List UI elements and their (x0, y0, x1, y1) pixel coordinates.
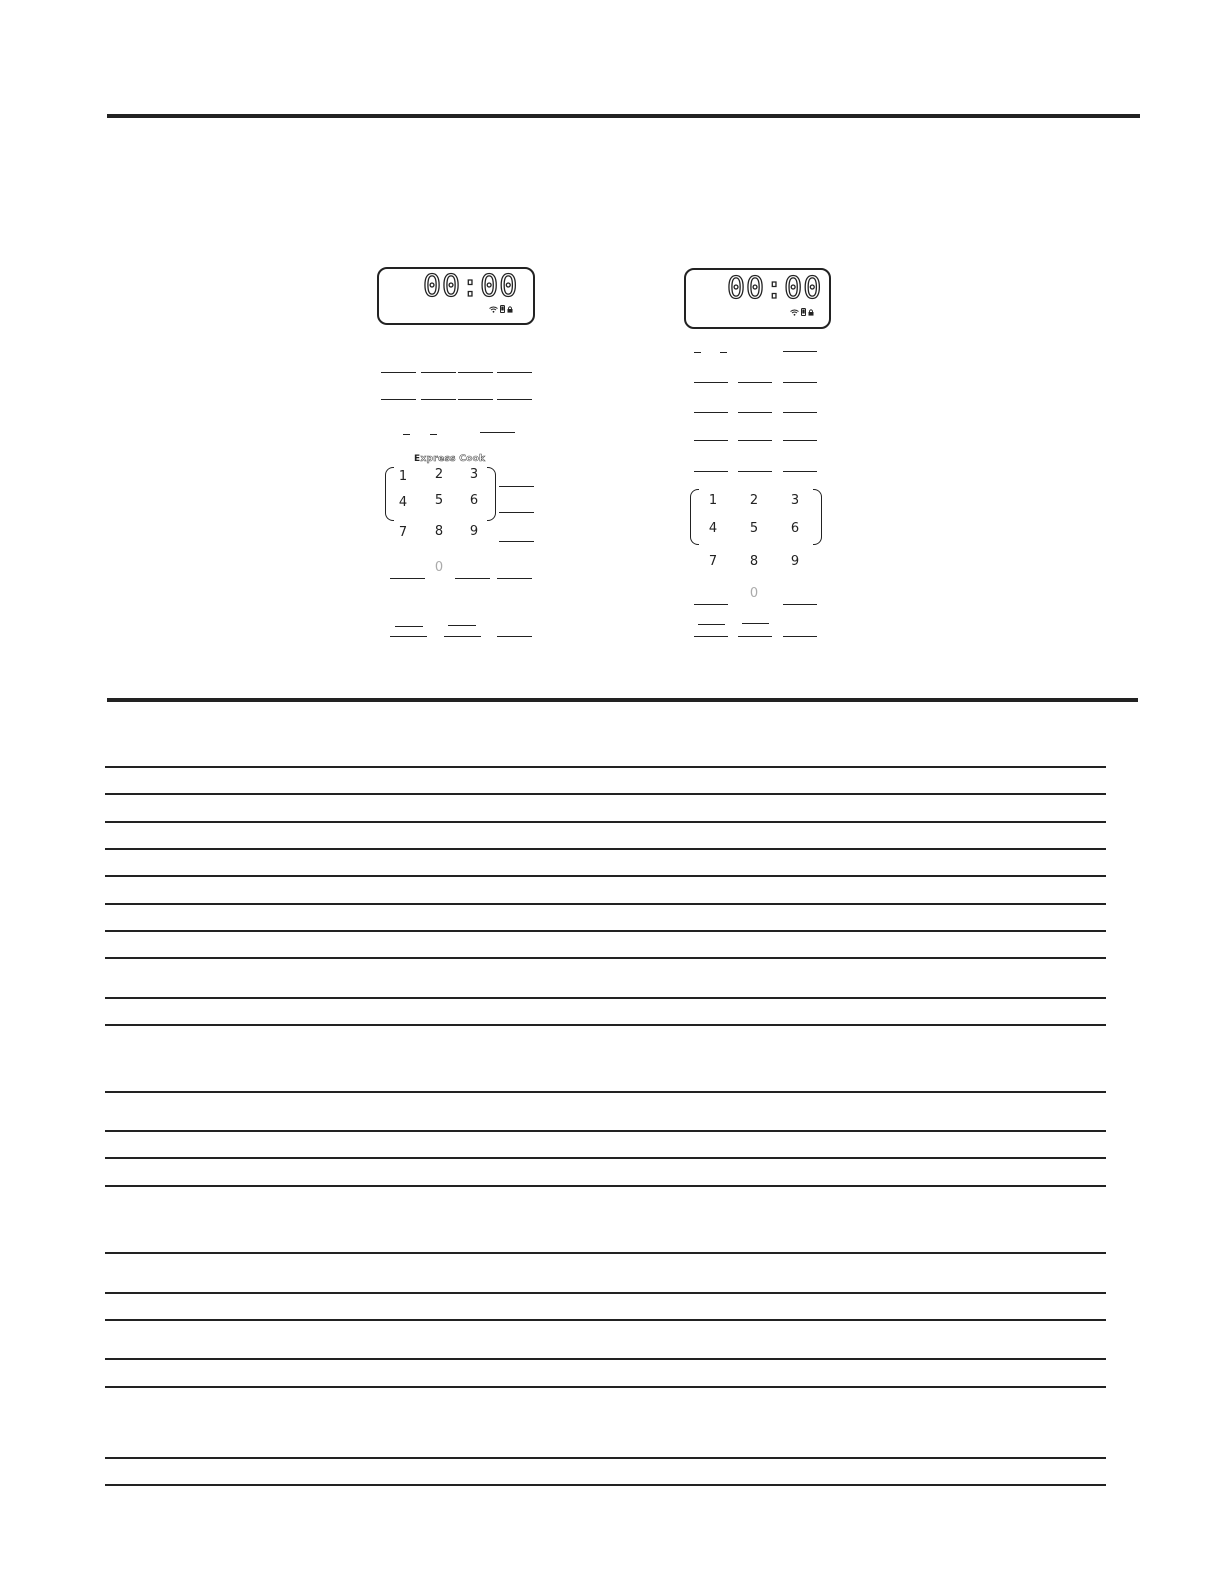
table-row-divider (105, 793, 1106, 795)
key-label-blank[interactable] (698, 624, 725, 625)
table-row-divider (105, 903, 1106, 905)
key-label-blank-short[interactable] (430, 434, 437, 435)
status-icons-left (489, 305, 513, 313)
table-row-divider (105, 1292, 1106, 1294)
key-label-blank[interactable] (421, 399, 456, 400)
number-key-3[interactable]: 3 (469, 467, 479, 482)
status-icons-right (790, 308, 814, 316)
number-key-7[interactable]: 7 (398, 525, 408, 540)
table-row-divider (105, 957, 1106, 959)
key-label-blank[interactable] (738, 440, 772, 441)
key-label-blank[interactable] (499, 512, 534, 513)
key-label-blank[interactable] (694, 471, 728, 472)
key-label-blank[interactable] (738, 636, 772, 637)
key-label-blank[interactable] (499, 541, 534, 542)
key-label-blank[interactable] (497, 399, 532, 400)
key-label-blank[interactable] (738, 471, 772, 472)
number-key-2[interactable]: 2 (749, 493, 759, 508)
table-row-divider (105, 1157, 1106, 1159)
number-key-8[interactable]: 8 (434, 524, 444, 539)
display-window-left (377, 267, 535, 325)
key-label-blank[interactable] (499, 486, 534, 487)
number-key-3[interactable]: 3 (790, 493, 800, 508)
table-row-divider (105, 1484, 1106, 1486)
display-window-right (684, 268, 831, 329)
key-label-blank-short[interactable] (403, 434, 410, 435)
key-label-blank[interactable] (448, 625, 476, 626)
key-label-blank[interactable] (390, 578, 425, 579)
number-key-6[interactable]: 6 (790, 521, 800, 536)
key-label-blank[interactable] (480, 432, 515, 433)
number-key-8[interactable]: 8 (749, 554, 759, 569)
key-label-blank[interactable] (738, 412, 772, 413)
table-row-divider (105, 1185, 1106, 1187)
key-label-blank[interactable] (390, 636, 427, 637)
key-label-blank[interactable] (458, 372, 493, 373)
key-label-blank[interactable] (783, 440, 817, 441)
table-row-divider (105, 1457, 1106, 1459)
number-key-4[interactable]: 4 (708, 521, 718, 536)
table-row-divider (105, 1358, 1106, 1360)
table-row-divider (105, 1319, 1106, 1321)
key-label-blank-short[interactable] (720, 352, 727, 353)
key-label-blank[interactable] (395, 626, 423, 627)
key-label-blank[interactable] (783, 471, 817, 472)
key-label-blank[interactable] (694, 382, 728, 383)
table-row-divider (105, 875, 1106, 877)
table-row-divider (105, 1130, 1106, 1132)
number-key-9[interactable]: 9 (469, 524, 479, 539)
number-key-1[interactable]: 1 (398, 469, 408, 484)
keypad-bracket-left (690, 489, 699, 545)
number-key-5[interactable]: 5 (434, 493, 444, 508)
clock-readout-left: 00:00 (423, 269, 519, 304)
phone-icon (500, 305, 505, 313)
key-label-blank[interactable] (783, 412, 817, 413)
number-key-0[interactable]: 0 (749, 586, 759, 601)
table-row-divider (105, 848, 1106, 850)
table-row-divider (105, 821, 1106, 823)
wifi-icon (790, 309, 799, 316)
table-row-divider (105, 1091, 1106, 1093)
key-label-blank[interactable] (381, 372, 416, 373)
key-label-blank[interactable] (497, 636, 532, 637)
number-key-7[interactable]: 7 (708, 554, 718, 569)
lock-icon (808, 309, 814, 316)
key-label-blank[interactable] (694, 604, 728, 605)
number-key-0[interactable]: 0 (434, 560, 444, 575)
section-divider-rule (107, 698, 1138, 702)
table-row-divider (105, 930, 1106, 932)
table-row-divider (105, 997, 1106, 999)
table-row-divider (105, 766, 1106, 768)
key-label-blank[interactable] (738, 382, 772, 383)
key-label-blank[interactable] (694, 636, 728, 637)
key-label-blank[interactable] (783, 636, 817, 637)
key-label-blank[interactable] (783, 351, 817, 352)
phone-icon (801, 308, 806, 316)
key-label-blank[interactable] (742, 623, 769, 624)
express-cook-label: Express Cook (414, 454, 486, 464)
key-label-blank[interactable] (783, 382, 817, 383)
key-label-blank[interactable] (421, 372, 456, 373)
number-key-2[interactable]: 2 (434, 467, 444, 482)
number-key-9[interactable]: 9 (790, 554, 800, 569)
key-label-blank[interactable] (455, 578, 490, 579)
key-label-blank[interactable] (458, 399, 493, 400)
key-label-blank[interactable] (444, 636, 481, 637)
clock-readout-right: 00:00 (727, 271, 823, 306)
key-label-blank[interactable] (497, 578, 532, 579)
number-key-5[interactable]: 5 (749, 521, 759, 536)
lock-icon (507, 306, 513, 313)
number-key-1[interactable]: 1 (708, 493, 718, 508)
keypad-bracket-right (813, 489, 822, 545)
table-row-divider (105, 1024, 1106, 1026)
wifi-icon (489, 306, 498, 313)
key-label-blank-short[interactable] (694, 352, 701, 353)
key-label-blank[interactable] (694, 440, 728, 441)
number-key-6[interactable]: 6 (469, 493, 479, 508)
express-cook-bracket-right (487, 467, 496, 521)
number-key-4[interactable]: 4 (398, 495, 408, 510)
table-row-divider (105, 1386, 1106, 1388)
key-label-blank[interactable] (381, 399, 416, 400)
section-top-rule (107, 114, 1140, 118)
key-label-blank[interactable] (783, 604, 817, 605)
table-row-divider (105, 1252, 1106, 1254)
key-label-blank[interactable] (694, 412, 728, 413)
key-label-blank[interactable] (497, 372, 532, 373)
